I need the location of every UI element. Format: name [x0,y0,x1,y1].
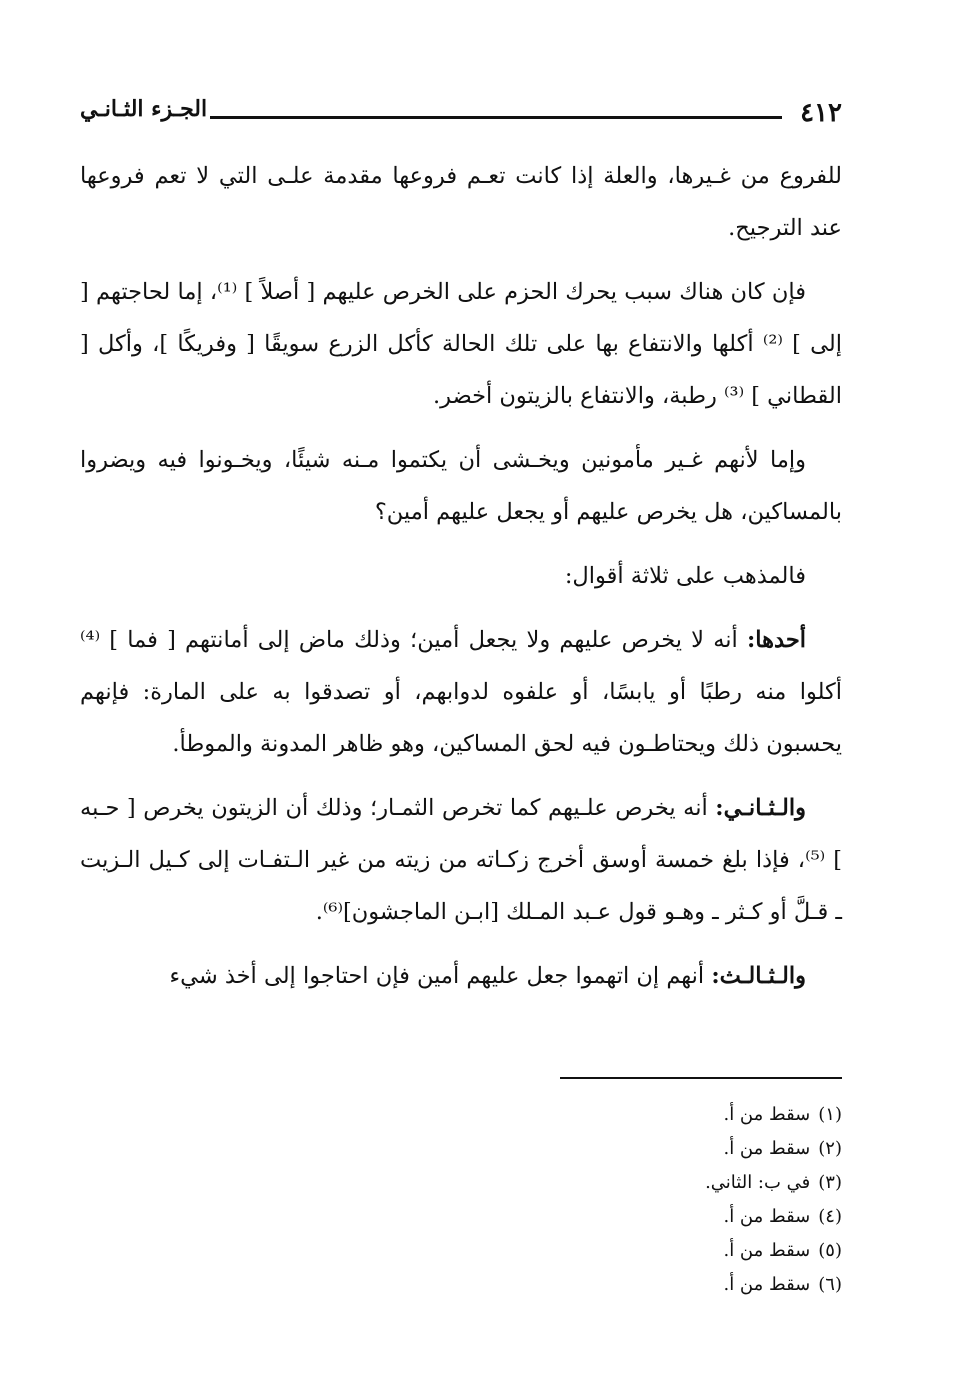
footnote-text: سقط من أ. [723,1138,811,1159]
paragraph-6-text: أنه يخرص علـيهم كما تخرص الثمـار؛ وذلك أن الزيتون يخرص [ حـبه ] ⁽⁵⁾، فإذا بلغ خمسة أوسق أخرج زكـاته من زيته من غير الـتفـات إلى كـيل الـزيت ـ قـلَّ أو كـثر ـ وهـو قول عـبد المـلك [ابـن الماجشون]⁽⁶⁾. [80,795,842,925]
footnote-3 [462,1166,842,1200]
paragraph-6-lead: والـثـانـي: [715,795,806,821]
footnote-text: سقط من أ. [723,1274,811,1295]
paragraph-1: للفروع من غـيرها، والعلة إذا كانت تعـم فروعها مقدمة علـى التي لا تعم فروعها عند الترجيح. [80,163,842,241]
running-title: الجـزء الثـانـي [80,96,208,122]
paragraph-6 [80,782,842,938]
footnote-6 [462,1268,842,1302]
paragraph-5-lead: أحدها: [747,627,806,653]
paragraph-3: وإما لأنهم غـير مأمونين ويخـشى أن يكتموا مـنه شيئًا، ويخـونوا فيه ويضروا بالمساكين، هل يخرص عليهم أو يجعل عليهم أمين؟ [80,447,842,525]
footnote-text: سقط من أ. [723,1240,811,1261]
paragraph-7-lead: والـثـالـث: [711,963,806,989]
footnote-text: في ب: الثاني. [705,1172,811,1193]
footnote-2 [462,1132,842,1166]
paragraph-5-text: أنه لا يخرص عليهم ولا يجعل أمين؛ وذلك ماض إلى أمانتهم [ فما ] ⁽⁴⁾ أكلوا منه رطبًا أو يابسًا، أو علفوه لدوابهم، أو تصدقوا به على المارة: فإنهم يحسبون ذلك ويحتاطـون فيه لحق المساكين، وهو ظاهر المدونة والموطأ. [80,627,842,757]
footnote-rule [560,1077,842,1079]
page-number: ٤١٢ [800,98,842,128]
footnote-5 [462,1234,842,1268]
footnote-number: (١) [818,1104,842,1125]
page-header [80,88,842,138]
footnote-text: سقط من أ. [723,1206,811,1227]
footnote-text: سقط من أ. [723,1104,811,1125]
footnote-1 [462,1098,842,1132]
footnote-4 [462,1200,842,1234]
paragraph-2: فإن كان هناك سبب يحرك الحزم على الخرص عليهم [ أصلاً ] ⁽¹⁾، إما لحاجتهم [ إلى ] ⁽²⁾ أكلها والانتفاع بها على تلك الحالة كأكل الزرع سويقًا [ وفريكًا ]، وأكل [ القطاني ] ⁽³⁾ رطبة، والانتفاع بالزيتون أخضر. [80,279,842,409]
paragraph-4: فالمذهب على ثلاثة أقوال: [564,563,806,589]
header-rule [210,116,782,119]
paragraph-7-text: أنهم إن اتهموا جعل عليهم أمين فإن احتاجوا إلى أخذ شيء [169,963,712,989]
footnote-number: (٥) [818,1240,842,1261]
footnote-number: (٢) [818,1138,842,1159]
paragraph-7 [80,950,842,1002]
footnote-number: (٤) [818,1206,842,1227]
footnote-number: (٣) [818,1172,842,1193]
footnote-number: (٦) [818,1274,842,1295]
paragraph-5 [80,614,842,770]
footnotes [462,1098,842,1302]
page-body [80,150,842,1014]
